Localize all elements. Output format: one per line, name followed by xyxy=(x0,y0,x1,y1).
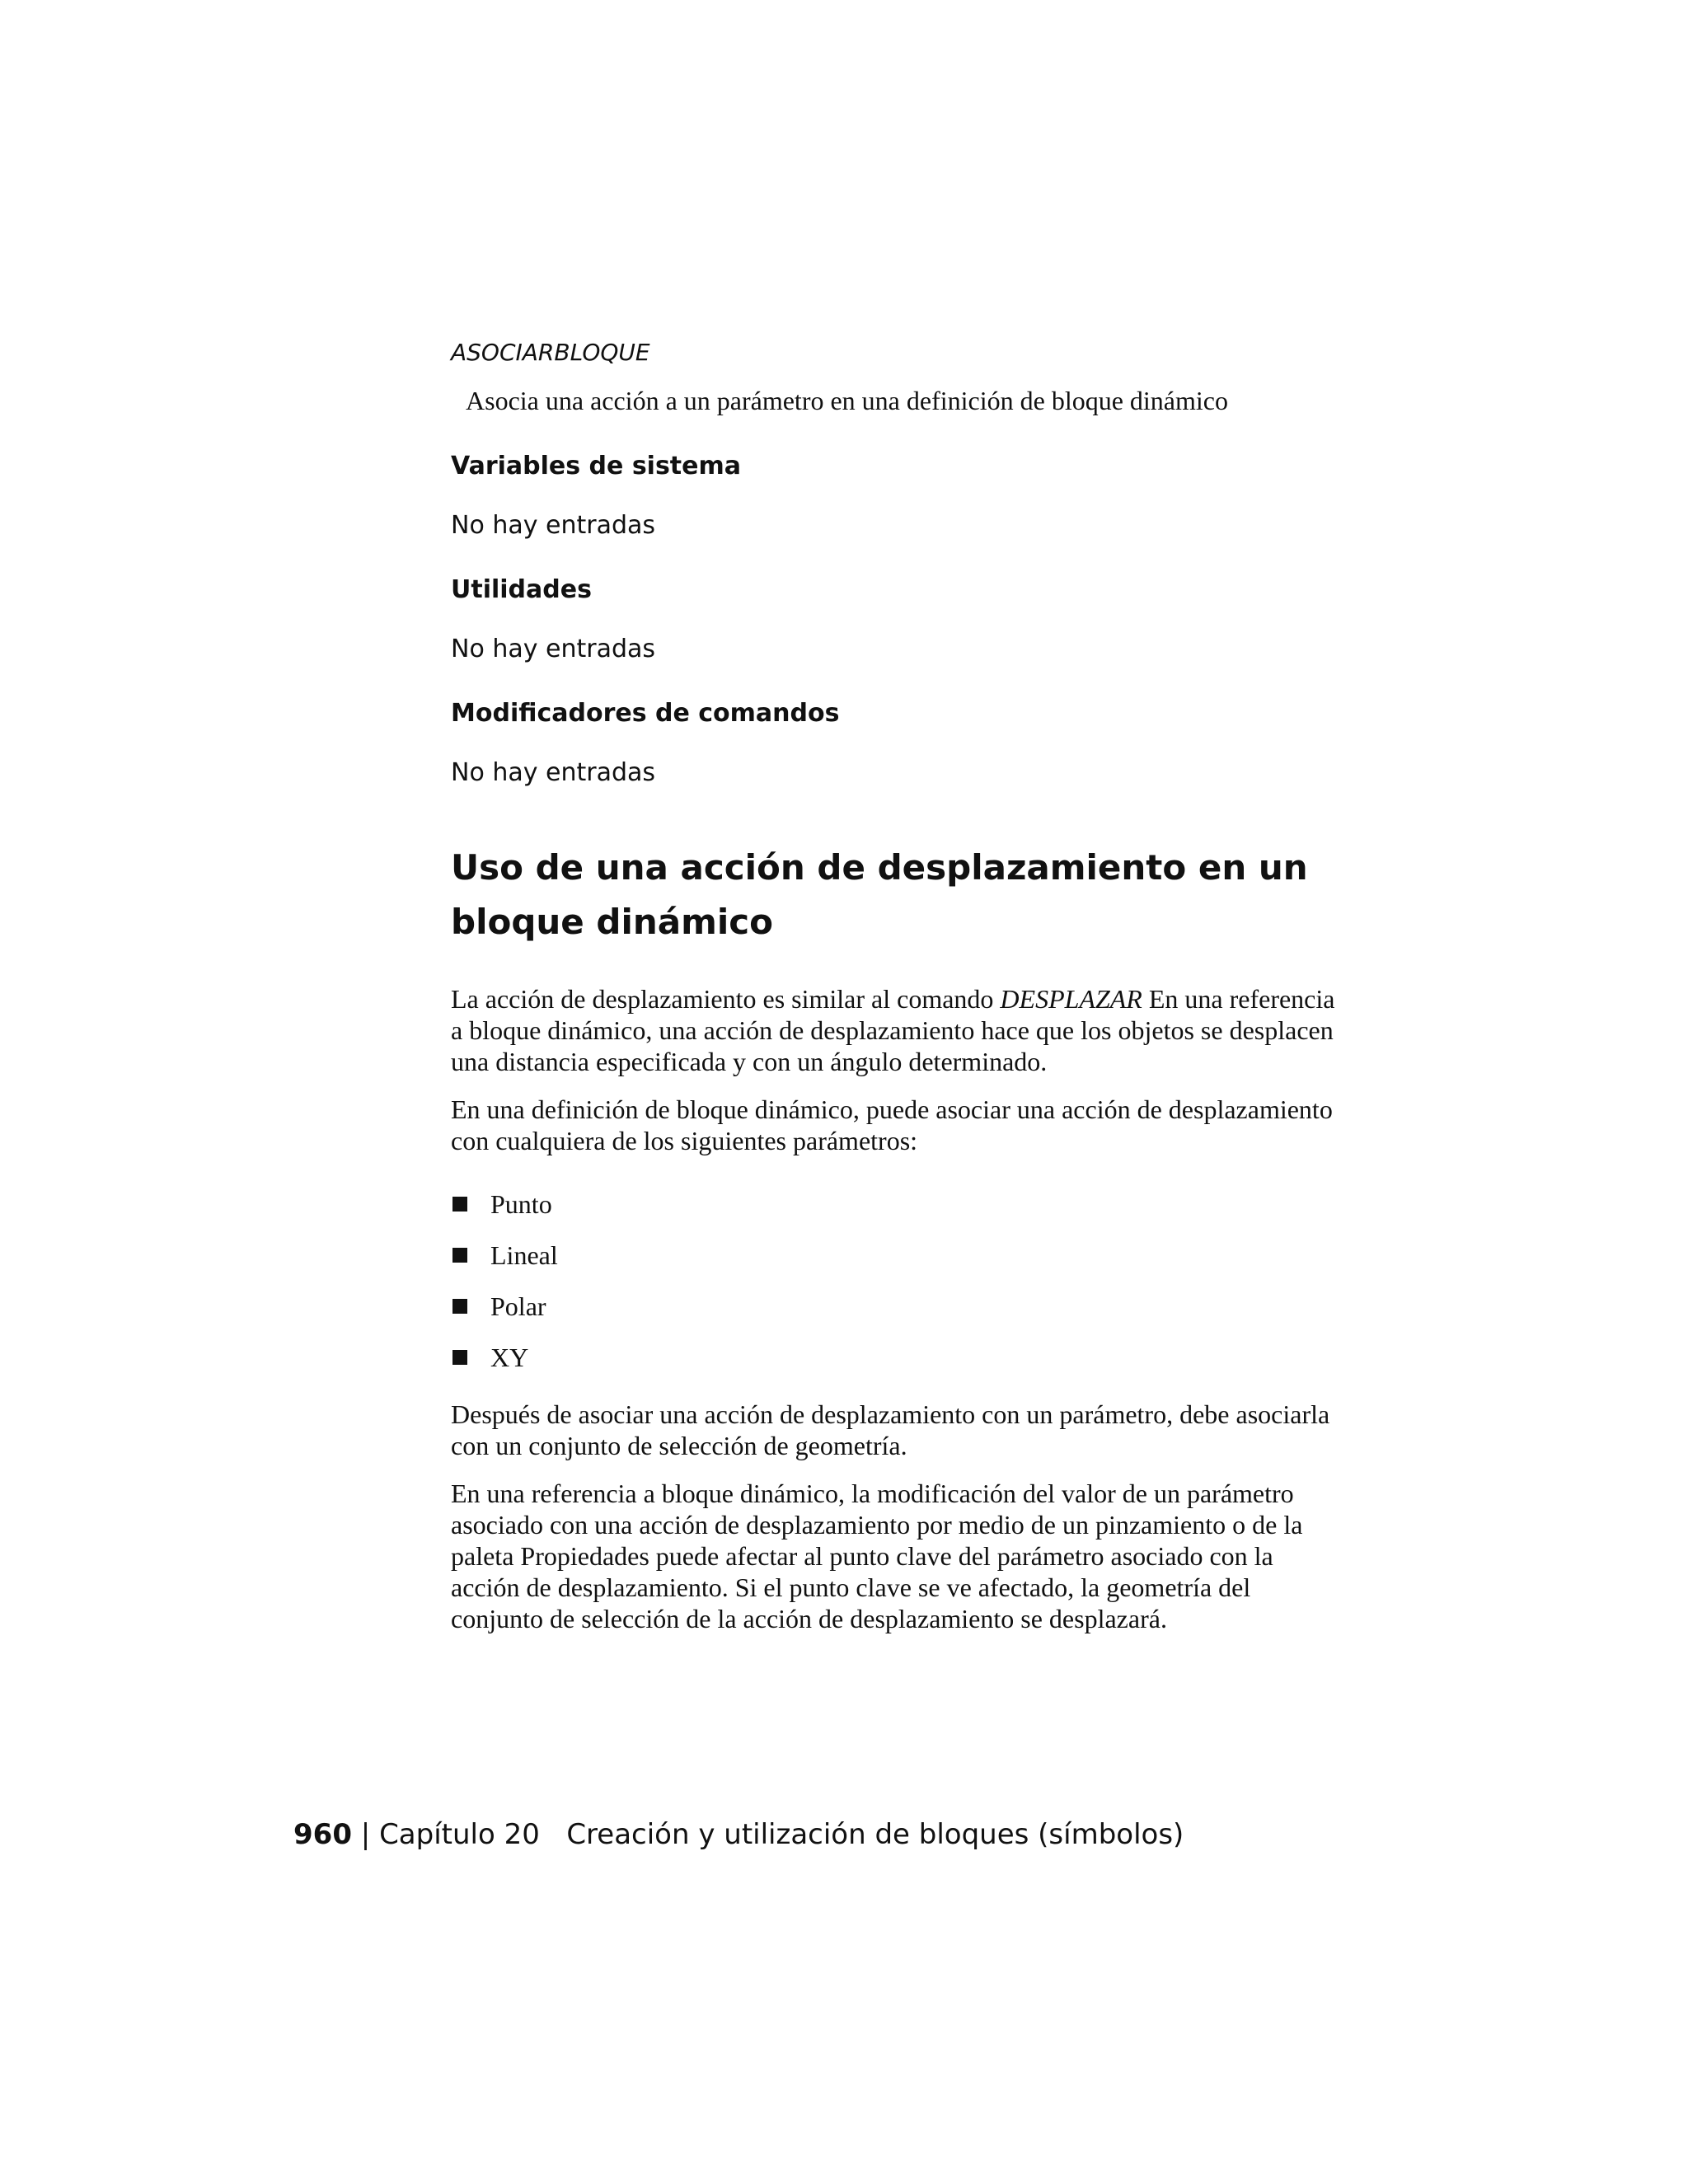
chapter-title: Creación y utilización de bloques (símbolos) xyxy=(566,1818,1184,1851)
page-title: Uso de una acción de desplazamiento en un bloque dinámico xyxy=(451,847,1308,942)
square-bullet-icon xyxy=(452,1350,467,1365)
parameter-list xyxy=(451,1179,558,1383)
page-footer xyxy=(293,1818,1184,1851)
paragraph-intro-text-b: En una referencia a bloque dinámico, una acción de desplazamiento hace que los objetos se desplacen una distancia especificada y con un ángulo determinado. xyxy=(451,984,1335,1076)
command-description: Asocia una acción a un parámetro en una definición de bloque dinámico xyxy=(466,386,1228,415)
section-heading-system-variables: Variables de sistema xyxy=(451,452,742,480)
paragraph-parameters: En una definición de bloque dinámico, puede asociar una acción de desplazamiento con cualquiera de los siguientes parámetros: xyxy=(451,1094,1333,1155)
square-bullet-icon xyxy=(452,1197,467,1212)
section-body-command-modifiers: No hay entradas xyxy=(451,758,656,787)
section-body-utilities: No hay entradas xyxy=(451,635,656,663)
paragraph-intro xyxy=(451,983,1341,1077)
section-heading-utilities: Utilidades xyxy=(451,575,592,604)
list-item xyxy=(451,1230,558,1281)
command-reference: DESPLAZAR xyxy=(1000,984,1142,1014)
list-item xyxy=(451,1179,558,1230)
list-item-label: Lineal xyxy=(490,1240,558,1270)
page-number: 960 xyxy=(293,1818,352,1851)
list-item-label: Punto xyxy=(490,1188,552,1219)
list-item xyxy=(451,1281,558,1332)
paragraph-intro-text-a: La acción de desplazamiento es similar al comando xyxy=(451,984,1001,1014)
list-item-label: XY xyxy=(490,1342,529,1372)
paragraph-association: Después de asociar una acción de desplazamiento con un parámetro, debe asociarla con un conjunto de selección de geometría. xyxy=(451,1399,1330,1460)
footer-separator: | xyxy=(351,1818,380,1851)
list-item xyxy=(451,1332,558,1383)
chapter-label: Capítulo 20 xyxy=(379,1818,540,1851)
section-body-system-variables: No hay entradas xyxy=(451,511,656,540)
square-bullet-icon xyxy=(452,1248,467,1263)
paragraph-reference-behavior: En una referencia a bloque dinámico, la modificación del valor de un parámetro asociado con una acción de desplazamiento por medio de un pinzamiento o de la paleta Propiedades puede afectar al punto clave del parámetro asociado con la acción de desplazamiento. Si el punto clave se ve afectado, la geometría del conjunto de selección de la acción de desplazamiento se desplazará. xyxy=(451,1479,1303,1633)
square-bullet-icon xyxy=(452,1299,467,1314)
list-item-label: Polar xyxy=(490,1291,546,1321)
section-heading-command-modifiers: Modificadores de comandos xyxy=(451,699,840,728)
command-name: ASOCIARBLOQUE xyxy=(451,339,650,366)
